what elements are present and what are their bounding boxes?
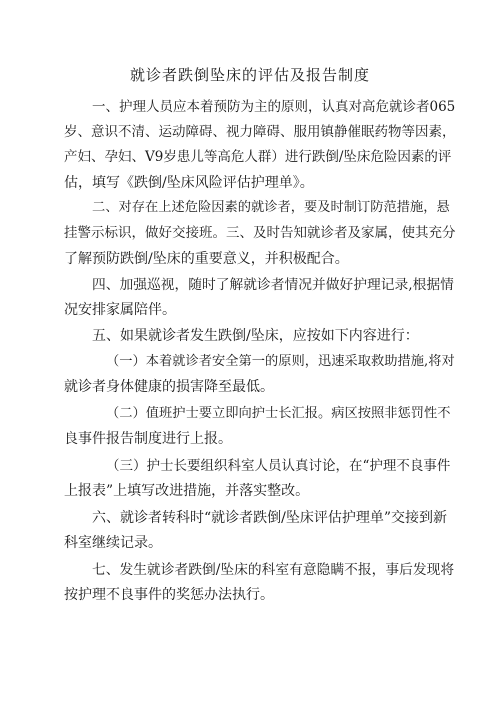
paragraph-6-line-1: （二）值班护士要立即向护士长汇报。病区按照非惩罚性不 — [106, 406, 451, 421]
paragraph-3-line-1: 四、加强巡视，随时了解就诊者情况并做好护理记录,根据情 — [92, 277, 454, 293]
paragraph-3-line-2: 况安排家属陪伴。 — [64, 302, 176, 318]
paragraph-5-line-1: （一）本着就诊者安全第一的原则，迅速采取救助措施,将对 — [106, 354, 455, 369]
paragraph-7-line-1: （三）护士长要组织科室人员认真讨论，在“护理不良事件 — [106, 458, 451, 474]
paragraph-8-line-2: 科室继续记录。 — [64, 535, 162, 551]
paragraph-9-line-2: 按护理不良事件的奖惩办法执行。 — [64, 587, 274, 603]
paragraph-7-line-2: 上报表”上填写改进措施，并落实整改。 — [64, 483, 310, 499]
paragraph-1-line-2: 岁、意识不清、运动障碍、视力障碍、服用镇静催眠药物等因素， — [64, 124, 456, 140]
paragraph-6-line-2: 良事件报告制度进行上报。 — [64, 431, 232, 447]
document-title: 就诊者跌倒坠床的评估及报告制度 — [129, 66, 370, 84]
paragraph-2-line-1: 二、对存在上述危险因素的就诊者，要及时制订防范措施，悬 — [92, 200, 450, 215]
paragraph-2-line-2: 挂警示标识，做好交接班。三、及时告知就诊者及家属，使其充分 — [64, 225, 456, 241]
paragraph-9-line-1: 七、发生就诊者跌倒/坠床的科室有意隐瞒不报，事后发现将 — [92, 562, 455, 578]
paragraph-4-line-1: 五、如果就诊者发生跌倒/坠床，应按如下内容进行： — [92, 328, 419, 344]
paragraph-2-line-3: 了解预防跌倒/坠床的重要意义，并积极配合。 — [64, 251, 349, 267]
paragraph-8-line-1: 六、就诊者转科时“就诊者跌倒/坠床评估护理单”交接到新 — [92, 510, 448, 526]
paragraph-1-line-1: 一、护理人员应本着预防为主的原则，认真对高危就诊者065 — [92, 99, 456, 115]
paragraph-1-line-3: 产妇、孕妇、V9岁患儿等高危人群）进行跌倒/坠床危险因素的评 — [64, 149, 452, 165]
paragraph-1-line-4: 估，填写《跌倒/坠床风险评估护理单》。 — [64, 175, 314, 191]
paragraph-5-line-2: 就诊者身体健康的损害降至最低。 — [64, 379, 274, 395]
